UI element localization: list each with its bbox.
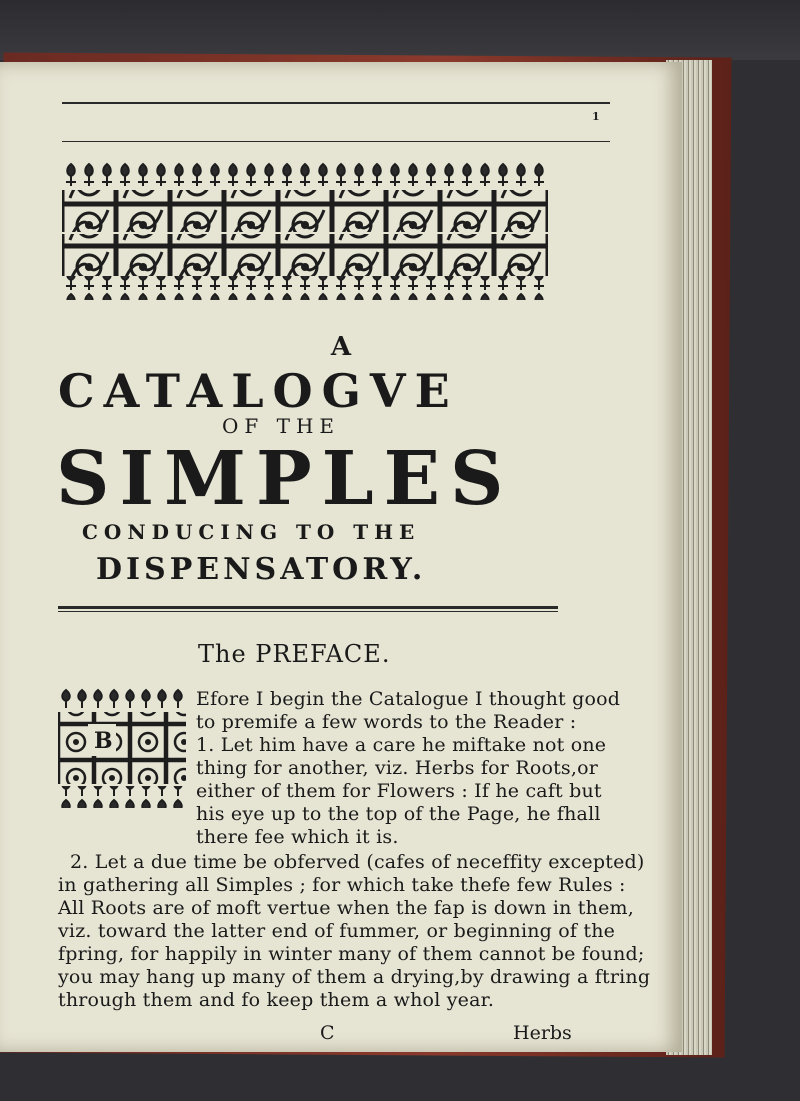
signature-mark: C [320, 1022, 335, 1044]
title-catalogue: CATALOGVE [58, 364, 459, 418]
woodcut-ornament-band [62, 162, 548, 300]
title-of-the: OF THE [222, 414, 341, 438]
catchword: Herbs [513, 1022, 572, 1044]
title-bottom-rule [58, 606, 558, 609]
title-dispensatory: DISPENSATORY. [96, 552, 427, 587]
title-article: A [330, 332, 352, 362]
body-line: All Roots are of moft vertue when the fap is down in them, [58, 897, 634, 919]
body-line: viz. toward the latter end of fummer, or beginning of the [58, 920, 616, 942]
body-line: 1. Let him have a care he miftake not one [196, 734, 607, 756]
body-line: you may hang up many of them a drying,by drawing a ftring [58, 966, 651, 988]
page-number: 1 [592, 110, 600, 123]
preface-heading: The PREFACE. [198, 640, 391, 668]
body-line: 2. Let a due time be obferved (cafes of neceffity excepted) [70, 851, 645, 873]
body-line: through them and fo keep them a whol year. [58, 989, 495, 1011]
body-line: either of them for Flowers : If he caft but [196, 780, 602, 802]
title-conducing: CONDUCING TO THE [82, 520, 421, 544]
body-line: thing for another, viz. Herbs for Roots,or [196, 757, 599, 779]
title-bottom-rule-thin [58, 611, 558, 612]
body-line: his eye up to the top of the Page, he fhall [196, 803, 601, 825]
decorated-initial [58, 688, 186, 808]
background [0, 0, 800, 60]
body-line: Efore I begin the Catalogue I thought good [196, 688, 621, 710]
body-line: in gathering all Simples ; for which take thefe few Rules : [58, 874, 626, 896]
drop-cap-letter: B [94, 728, 113, 754]
body-line: there fee which it is. [196, 826, 399, 848]
body-line: fpring, for happily in winter many of them cannot be found; [58, 943, 645, 965]
top-rule [62, 102, 610, 104]
top-rule-thin [62, 141, 610, 142]
title-simples: SIMPLES [56, 436, 514, 522]
body-line: to premife a few words to the Reader : [196, 711, 577, 733]
